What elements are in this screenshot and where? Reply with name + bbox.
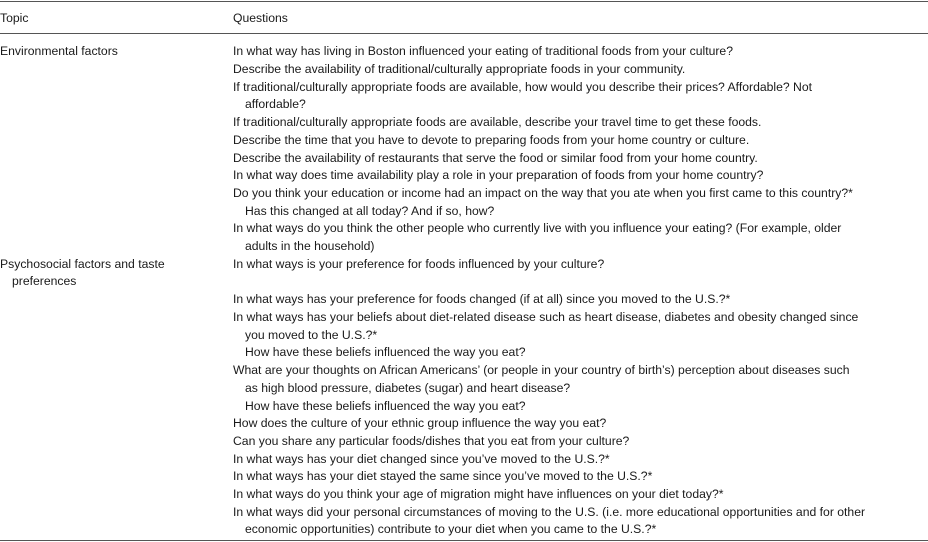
question-line: How does the culture of your ethnic group influence the way you eat? (233, 416, 607, 430)
question-line: In what ways did your personal circumstances of moving to the U.S. (i.e. more educational opportunities and for other (233, 505, 866, 519)
question-line: adults in the household) (245, 239, 375, 253)
question-line: In what ways has your diet stayed the same since you’ve moved to the U.S.?* (233, 469, 653, 483)
question-line: In what way does time availability play a role in your preparation of foods from your home country? (233, 168, 764, 182)
question-line: as high blood pressure, diabetes (sugar) and heart disease? (245, 381, 571, 395)
question-line: Describe the availability of traditional/culturally appropriate foods in your community. (233, 62, 686, 76)
question-line: economic opportunities) contribute to your diet when you came to the U.S.?* (245, 522, 657, 536)
top-rule (0, 1, 928, 2)
bottom-rule (0, 540, 928, 541)
topic-environmental: Environmental factors (0, 44, 118, 58)
question-line: In what ways has your beliefs about diet-related disease such as heart disease, diabetes and obesity changed since (233, 310, 859, 324)
question-line: Describe the availability of restaurants that serve the food or similar food from your home country. (233, 151, 758, 165)
header-rule (0, 33, 928, 34)
question-line: In what ways has your preference for foods changed (if at all) since you moved to the U.S.?* (233, 292, 731, 306)
question-line: In what ways has your diet changed since you’ve moved to the U.S.?* (233, 452, 610, 466)
question-line: affordable? (245, 97, 306, 111)
question-line: you moved to the U.S.?* (245, 328, 378, 342)
header-topic: Topic (0, 11, 29, 25)
question-line: Do you think your education or income had an impact on the way that you ate when you first came to this country?* (233, 186, 853, 200)
question-line: Describe the time that you have to devote to preparing foods from your home country or culture. (233, 133, 750, 147)
question-line: How have these beliefs influenced the way you eat? (245, 345, 526, 359)
question-line: In what ways is your preference for foods influenced by your culture? (233, 257, 605, 271)
question-line: Has this changed at all today? And if so, how? (245, 204, 495, 218)
question-line: What are your thoughts on African Americans’ (or people in your country of birth’s) perception about diseases such (233, 363, 850, 377)
topic-psychosocial: Psychosocial factors and taste preferences (0, 257, 165, 288)
header-questions: Questions (233, 11, 288, 25)
question-line: If traditional/culturally appropriate foods are available, describe your travel time to get these foods. (233, 115, 762, 129)
question-line: If traditional/culturally appropriate foods are available, how would you describe their prices? Affordable? Not (233, 80, 813, 94)
question-line: In what ways do you think the other people who currently live with you influence your eating? (For example, older (233, 221, 842, 235)
question-line: How have these beliefs influenced the way you eat? (245, 399, 526, 413)
question-line: Can you share any particular foods/dishes that you eat from your culture? (233, 434, 630, 448)
question-line: In what way has living in Boston influenced your eating of traditional foods from your culture? (233, 44, 733, 58)
question-line: In what ways do you think your age of migration might have influences on your diet today?* (233, 487, 724, 501)
